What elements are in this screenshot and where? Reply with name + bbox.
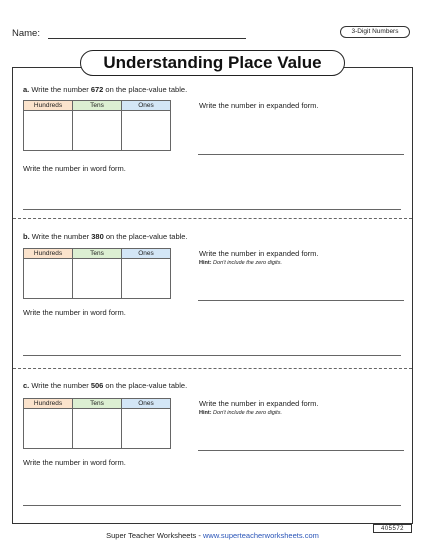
col-hundreds: Hundreds <box>24 399 73 409</box>
topic-badge: 3-Digit Numbers <box>340 26 410 38</box>
cell-ones[interactable] <box>122 409 171 449</box>
cell-hundreds[interactable] <box>24 259 73 299</box>
place-value-table-a <box>23 100 171 151</box>
worksheet-code: 405572 <box>373 524 412 533</box>
place-value-table-b <box>23 248 171 299</box>
expanded-answer-line-b[interactable] <box>198 300 404 301</box>
col-tens: Tens <box>73 399 122 409</box>
col-tens: Tens <box>73 101 122 111</box>
cell-tens[interactable] <box>73 111 122 151</box>
cell-tens[interactable] <box>73 259 122 299</box>
col-tens: Tens <box>73 249 122 259</box>
prompt-c: c. Write the number 506 on the place-value table. <box>23 381 188 390</box>
hint-b: Hint: Don't include the zero digits. <box>199 260 282 266</box>
expanded-answer-line-a[interactable] <box>198 154 404 155</box>
name-line[interactable] <box>48 38 246 39</box>
footer: Super Teacher Worksheets - www.superteacherworksheets.com <box>106 531 319 540</box>
expanded-prompt-a: Write the number in expanded form. <box>199 101 319 110</box>
col-ones: Ones <box>122 101 171 111</box>
section-a <box>13 68 412 218</box>
col-ones: Ones <box>122 399 171 409</box>
hint-c: Hint: Don't include the zero digits. <box>199 410 282 416</box>
prompt-a: a. Write the number 672 on the place-value table. <box>23 85 188 94</box>
word-answer-line-b[interactable] <box>23 355 401 356</box>
col-hundreds: Hundreds <box>24 101 73 111</box>
place-value-table-c <box>23 398 171 449</box>
section-b <box>13 218 412 368</box>
footer-url[interactable]: www.superteacherworksheets.com <box>202 531 319 540</box>
name-label: Name: <box>12 28 40 39</box>
cell-tens[interactable] <box>73 409 122 449</box>
word-prompt-a: Write the number in word form. <box>23 164 126 173</box>
section-c <box>13 368 412 524</box>
col-hundreds: Hundreds <box>24 249 73 259</box>
col-ones: Ones <box>122 249 171 259</box>
expanded-prompt-c: Write the number in expanded form. <box>199 399 319 408</box>
cell-hundreds[interactable] <box>24 111 73 151</box>
footer-brand: Super Teacher Worksheets <box>106 531 197 540</box>
cell-ones[interactable] <box>122 111 171 151</box>
expanded-answer-line-c[interactable] <box>198 450 404 451</box>
cell-ones[interactable] <box>122 259 171 299</box>
word-prompt-b: Write the number in word form. <box>23 308 126 317</box>
word-prompt-c: Write the number in word form. <box>23 458 126 467</box>
page-title: Understanding Place Value <box>80 50 345 76</box>
word-answer-line-c[interactable] <box>23 505 401 506</box>
prompt-b: b. Write the number 380 on the place-value table. <box>23 232 188 241</box>
expanded-prompt-b: Write the number in expanded form. <box>199 249 319 258</box>
word-answer-line-a[interactable] <box>23 209 401 210</box>
cell-hundreds[interactable] <box>24 409 73 449</box>
